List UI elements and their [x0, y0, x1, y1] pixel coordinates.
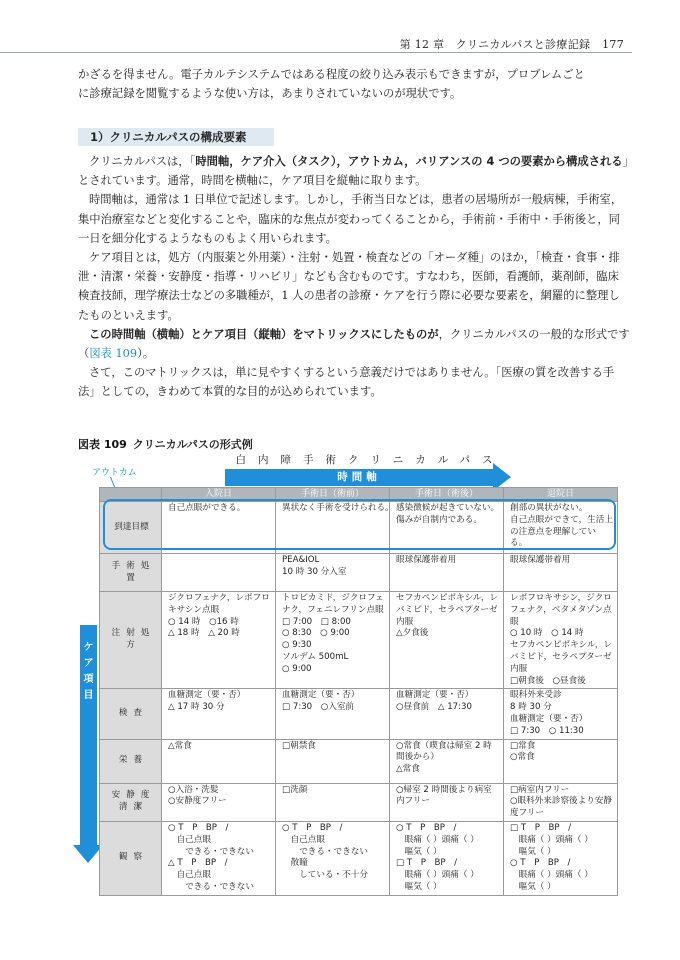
figure-caption [78, 436, 253, 452]
row-header: 検査 [100, 689, 162, 739]
section-body [78, 152, 630, 402]
cell-text: ○ 14 時 ○16 時 [168, 616, 239, 627]
cell-text: □ 7:00 □ 8:00 [282, 616, 351, 627]
table-cell [276, 821, 390, 895]
table-cell [504, 821, 618, 895]
cell-text: 眼球保護帯着用 [510, 555, 571, 565]
outcome-highlight-frame [103, 499, 616, 550]
table-cell [390, 739, 504, 783]
cell-text: している・不十分 [282, 870, 368, 881]
row-header: 到達目標 [100, 502, 162, 554]
cell-text: □朝食後 ○昼食後 [510, 675, 586, 686]
table-cell [162, 783, 276, 821]
cell-text: 嘔気（ ） [510, 846, 556, 857]
time-axis-label: 時間軸 [337, 471, 381, 483]
cell-text: レボフロキサシン，ジクロフェナク，ベタメタゾン点眼 [510, 593, 612, 627]
table-cell [504, 783, 618, 821]
figure-caption-text: クリニカルパスの形式例 [132, 438, 253, 451]
table-cell [390, 821, 504, 895]
table-cell [162, 739, 276, 783]
cell-text: ○昼食前 △ 17:30 [396, 702, 472, 713]
cell-text: □洗顔 [282, 784, 308, 795]
p1-post: 」とされています。通常，時間を横軸に，ケア項目を縦軸に取ります。 [78, 155, 629, 188]
table-cell [504, 739, 618, 783]
paragraph-time-axis: 時間軸は，通常は 1 日単位で記述します。しかし，手術当日などは，患者の居場所が一般病棟，手術室，集中治療室などと変化することや，臨床的な焦点が変わってくることから，手術前・手術中・手術後と，同一日を細分化するようなものもよく用いられます。 [78, 193, 623, 245]
cell-text: ○帰室 2 時間後より病室内フリー [396, 784, 492, 807]
cell-text: ○常食 [510, 752, 535, 763]
cell-text: 眼痛（ ）頭痛（ ） [396, 870, 479, 881]
p1-bold: 時間軸，ケア介入（タスク），アウトカム，バリアンスの 4 つの要素から構成される [195, 155, 623, 168]
cell-text: できる・できない [168, 846, 254, 857]
row-nutrition [100, 739, 618, 783]
cell-text: できる・できない [282, 846, 368, 857]
care-axis-char: ア [83, 658, 94, 669]
row-procedure [100, 554, 618, 592]
intro-text [78, 65, 630, 103]
table-cell [504, 592, 618, 689]
cell-text: 血糖測定（要・否） [168, 690, 246, 701]
cell-text: ○ T P BP / [168, 822, 229, 833]
column-header: 手術日（術後） [390, 488, 504, 502]
p4-post: ）。 [137, 347, 155, 361]
cell-text: △ 17 時 30 分 [168, 702, 225, 713]
cell-text: 眼科外来受診 [510, 690, 562, 701]
cell-text: 眼痛（ ）頭痛（ ） [396, 834, 479, 845]
cell-text: □朝禁食 [282, 740, 316, 751]
cell-text: 散瞳 [282, 858, 308, 869]
cell-text: セフカペンピボキシル，レバミピド，セラペプターゼ内服 [510, 640, 613, 674]
cell-text: △夕食後 [396, 628, 429, 639]
cell-text: 創部の異状がない。 [510, 503, 588, 513]
cell-text: 自己点眼 [282, 834, 325, 845]
cell-text: 血糖測定（要・否） [510, 713, 588, 724]
cell-text: □ 7:30 ○ 11:30 [510, 725, 584, 736]
cell-text: 血糖測定（要・否） [282, 690, 360, 701]
table-cell [276, 592, 390, 689]
cell-text: △ T P BP / [168, 858, 228, 869]
cell-text: ○安静度フリー [168, 796, 227, 807]
cell-text: 自己点眼 [168, 870, 211, 881]
cell-text: 眼痛（ ）頭痛（ ） [510, 870, 593, 881]
cell-text: ソルデム 500mL [282, 651, 349, 662]
table-cell [276, 689, 390, 739]
row-header: 観察 [100, 821, 162, 895]
outcome-label: アウトカム [92, 468, 137, 478]
intro-line-2: に診療記録を閲覧するような使い方は，あまりされていないのが現状です。 [78, 87, 462, 101]
table-cell [276, 739, 390, 783]
table-cell [162, 592, 276, 689]
cell-text: □病室内フリー [510, 784, 570, 795]
care-axis-char: ケ [83, 642, 94, 653]
cell-text: ○眼科外来診察後より安静度フリー [510, 796, 613, 819]
intro-line-1: かざるを得ません。電子カルテシステムではある程度の絞り込み表示もできますが，プロブレムごと [78, 68, 585, 81]
table-cell [162, 821, 276, 895]
table-cell [390, 689, 504, 739]
cell-text: 自己点眼ができて，生活上の注意点を理解している。 [510, 514, 613, 549]
p4-mid: ，クリニカルパスの一般的な形式です（ [78, 327, 630, 361]
cell-text: 感染徴候が起きていない。 [396, 503, 500, 513]
cell-text: ○ 9:30 [282, 640, 312, 651]
cell-text: できる・できない [168, 881, 254, 892]
table-cell [504, 554, 618, 592]
row-rest [100, 783, 618, 821]
cell-text: △常食 [168, 740, 192, 751]
row-header: 注射処方 [100, 592, 162, 689]
cell-text: 傷みが自制内である。 [396, 514, 482, 525]
cell-text: ○入浴・洗髪 [168, 784, 219, 795]
table-cell [162, 689, 276, 739]
cell-text: PEA&IOL [282, 555, 320, 565]
column-header: 入院日 [162, 488, 276, 502]
table-cell [504, 689, 618, 739]
row-header: 手術処置 [100, 554, 162, 592]
table-cell [276, 554, 390, 592]
cell-text: ジクロフェナク，レボフロキサシン点眼 [168, 593, 270, 615]
cell-text: セフカペンピボキシル，レバミピド，セラペプターゼ内服 [396, 593, 499, 627]
page-number: 177 [602, 38, 624, 51]
care-axis-label [80, 640, 97, 704]
cell-text: 嘔気（ ） [510, 881, 556, 892]
cell-text: トロピカミド，ジクロフェナク，フェニレフリン点眼 [282, 593, 384, 615]
cell-text: ○ 9:00 [282, 663, 312, 674]
running-header [400, 36, 624, 52]
table-cell [276, 783, 390, 821]
cell-text: □ T P BP / [510, 822, 572, 833]
chapter-title: 第 12 章 クリニカルパスと診療記録 [399, 38, 591, 51]
figure-title: 白内障手術クリニカルパス [235, 454, 505, 466]
p4-bold: この時間軸（横軸）とケア項目（縦軸）をマトリックスにしたものが [89, 327, 439, 341]
figure-number: 図表 109 [78, 438, 127, 451]
cell-text: ○ T P BP / [510, 858, 571, 869]
cell-text: 自己点眼ができる。 [168, 503, 246, 513]
paragraph-matrix [78, 325, 630, 363]
section-heading: 1）クリニカルパスの構成要素 [78, 128, 274, 146]
row-test [100, 689, 618, 739]
cell-text: ○ T P BP / [282, 822, 343, 833]
header-rule [0, 52, 632, 53]
cell-text: △ 18 時 △ 20 時 [168, 628, 240, 639]
cell-text: 嘔気（ ） [396, 846, 442, 857]
cell-text: 眼球保護帯着用 [396, 555, 457, 565]
cell-text: □常食 [510, 740, 536, 751]
cell-text: □ 7:30 ○入室前 [282, 702, 355, 713]
table-cell [390, 783, 504, 821]
paragraph-care-items: ケア項目とは，処方（内服薬と外用薬）・注射・処置・検査などの「オーダ種」のほか，「検査・食事・排泄・清潔・栄養・安静度・指導・リハビリ」なども含むものです。すなわち，医師，看護師，薬剤師，臨床検査技師，理学療法士などの多職種が，1 人の患者の診療・ケアを行う際に必要な要素を，網羅的に整理したものといえます。 [78, 251, 620, 322]
cell-text: 8 時 30 分 [510, 702, 552, 713]
p1-pre: クリニカルパスは，「 [89, 155, 196, 168]
care-axis-char: 項 [83, 674, 94, 685]
cell-text: 異状なく手術を受けられる。 [282, 503, 394, 513]
cell-text: 10 時 30 分入室 [282, 566, 347, 577]
table-cell [390, 554, 504, 592]
paragraph-elements [78, 152, 630, 190]
cell-text: △常食 [396, 764, 420, 775]
care-axis-char: 目 [83, 690, 94, 701]
cell-text: ○ 8:30 ○ 9:00 [282, 628, 350, 639]
cell-text: 眼痛（ ）頭痛（ ） [510, 834, 593, 845]
paragraph-purpose: さて，このマトリックスは，単に見やすくするという意義だけではありません。「医療の質を改善する手法」としての，きわめて本質的な目的が込められています。 [78, 366, 615, 399]
cell-text: 自己点眼 [168, 834, 211, 845]
row-observation [100, 821, 618, 895]
cell-text: ○ 10 時 ○ 14 時 [510, 628, 584, 639]
figure-link[interactable]: 図表 109 [89, 347, 138, 361]
table-cell [162, 554, 276, 592]
cell-text: ○ T P BP / [396, 822, 457, 833]
row-injection [100, 592, 618, 689]
column-header: 手術日（術前） [276, 488, 390, 502]
row-header: 栄養 [100, 739, 162, 783]
cell-text: □ T P BP / [396, 858, 458, 869]
table-cell [390, 592, 504, 689]
cell-text: 血糖測定（要・否） [396, 690, 474, 701]
column-header: 退院日 [504, 488, 618, 502]
row-header: 安静度清潔 [100, 783, 162, 821]
cell-text: ○常食（喫食は帰室 2 時間後から） [396, 740, 492, 763]
cell-text: 嘔気（ ） [396, 881, 442, 892]
